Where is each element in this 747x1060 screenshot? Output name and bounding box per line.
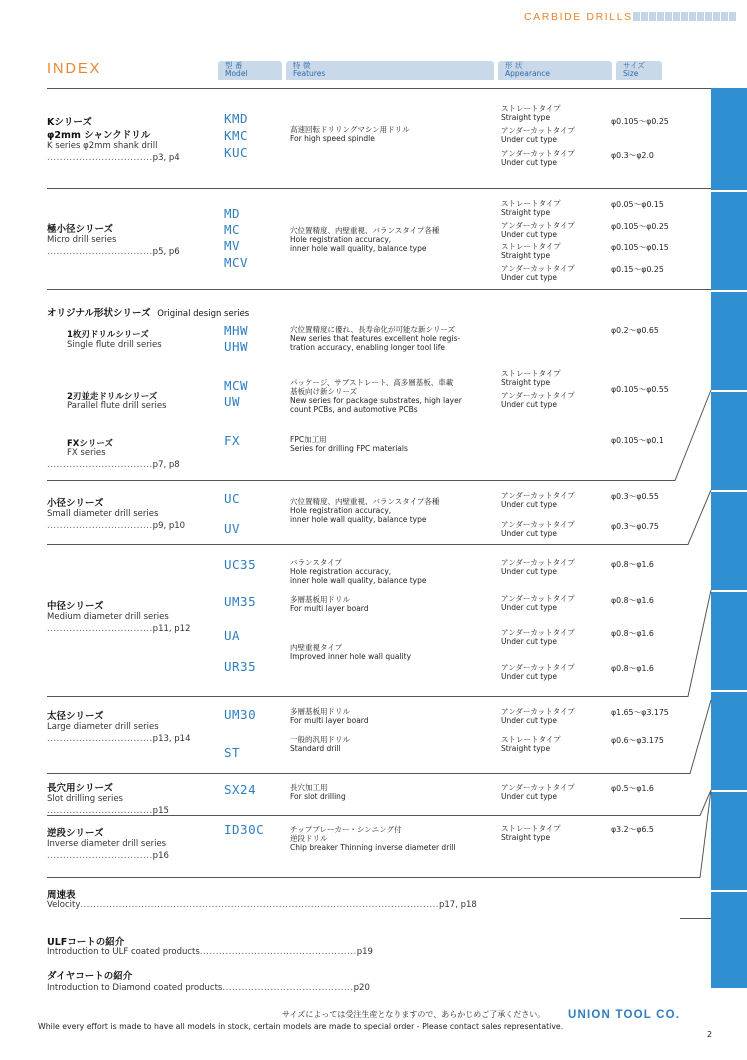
footer-note-jp: サイズによっては受注生産となりますので、あらかじめご了承ください。 — [282, 1010, 546, 1019]
parallel-flute-title: 2刃並走ドリルシリーズ — [67, 392, 158, 402]
footer-note-en: While every effort is made to have all models in stock, certain models are made to special order - Please contact sales representative. — [38, 1022, 564, 1031]
k-size-1: φ0.105～φ0.25 — [611, 117, 669, 126]
large-app-2: ストレートタイプ Straight type — [501, 735, 561, 753]
slot-app: アンダーカットタイプ Under cut type — [501, 783, 575, 801]
original-series-pages: .................................p7, p8 — [47, 460, 180, 470]
medium-series-pages: .................................p11, p12 — [47, 624, 191, 634]
large-size-2: φ0.6～φ3.175 — [611, 736, 664, 745]
model-kuc: KUC — [224, 145, 249, 160]
small-series-en: Small diameter drill series — [47, 509, 159, 519]
model-uc: UC — [224, 491, 241, 506]
small-app-2: アンダーカットタイプ Under cut type — [501, 520, 575, 538]
slot-feature: 長穴加工用 For slot drilling — [290, 783, 346, 801]
model-kmd: KMD — [224, 111, 249, 126]
company-logo: UNION TOOL CO. — [568, 1009, 681, 1021]
slot-size: φ0.5～φ1.6 — [611, 784, 654, 793]
large-series-en: Large diameter drill series — [47, 722, 159, 732]
inverse-series-title: 逆段シリーズ — [47, 828, 104, 839]
column-header-appearance: 形 状 Appearance — [498, 61, 612, 80]
k-feature: 高速回転ドリリングマシン用ドリル For high speed spindle — [290, 125, 410, 143]
model-mv: MV — [224, 238, 241, 253]
single-flute-size: φ0.2～φ0.65 — [611, 326, 659, 335]
k-series-title: Kシリーズ — [47, 117, 92, 128]
k-series-subtitle: φ2mm シャンクドリル — [47, 130, 151, 141]
medium-series-title: 中径シリーズ — [47, 601, 104, 612]
parallel-app-2: アンダーカットタイプ Under cut type — [501, 391, 575, 409]
large-feature-1: 多層基板用ドリル For multi layer board — [290, 707, 369, 725]
slot-series-en: Slot drilling series — [47, 794, 123, 804]
medium-size-2: φ0.8～φ1.6 — [611, 596, 654, 605]
velocity-entry: Velocity................................................................................................................p17, p18 — [47, 900, 477, 910]
micro-size-1: φ0.05～φ0.15 — [611, 200, 664, 209]
small-size-1: φ0.3～φ0.55 — [611, 492, 659, 501]
single-flute-en: Single flute drill series — [67, 340, 162, 350]
model-uv: UV — [224, 521, 241, 536]
micro-size-2: φ0.105～φ0.25 — [611, 222, 669, 231]
medium-app-4: アンダーカットタイプ Under cut type — [501, 663, 575, 681]
index-title: INDEX — [47, 61, 102, 77]
large-series-pages: .................................p13, p14 — [47, 734, 191, 744]
model-mcw: MCW — [224, 378, 249, 393]
model-mcv: MCV — [224, 255, 249, 270]
single-flute-feature: 穴位置精度に優れ、長寿命化が可能な新シリーズ New series that features excellent hole regis- tration accuracy, enabling longer tool life — [290, 325, 461, 352]
micro-feature: 穴位置精度、内壁重視、バランスタイプ各種 Hole registration accuracy, inner hole wall quality, balance type — [290, 226, 440, 253]
inverse-series-en: Inverse diameter drill series — [47, 839, 167, 849]
medium-size-3: φ0.8～φ1.6 — [611, 629, 654, 638]
column-header-size: サイズ Size — [616, 61, 662, 80]
micro-series-pages: .................................p5, p6 — [47, 247, 180, 257]
large-feature-2: 一般的汎用ドリル Standard drill — [290, 735, 350, 753]
micro-app-3: ストレートタイプ Straight type — [501, 242, 561, 260]
inverse-size: φ3.2～φ6.5 — [611, 825, 654, 834]
small-feature: 穴位置精度、内壁重視、バランスタイプ各種 Hole registration accuracy, inner hole wall quality, balance type — [290, 497, 440, 524]
micro-series-title: 極小径シリーズ — [47, 224, 114, 235]
medium-feature-1: バランスタイプ Hole registration accuracy, inner hole wall quality, balance type — [290, 558, 427, 585]
micro-series-en: Micro drill series — [47, 235, 117, 245]
parallel-flute-en: Parallel flute drill series — [67, 401, 167, 411]
column-header-features: 特 徴 Features — [286, 61, 494, 80]
medium-app-2: アンダーカットタイプ Under cut type — [501, 594, 575, 612]
inverse-feature: チップブレーカー・シンニング付 逆段ドリル Chip breaker Thinning inverse diameter drill — [290, 825, 456, 852]
model-st: ST — [224, 745, 241, 760]
slot-series-pages: .................................p15 — [47, 806, 169, 816]
model-uw: UW — [224, 394, 241, 409]
small-series-pages: .................................p9, p10 — [47, 521, 186, 531]
micro-size-3: φ0.105～φ0.15 — [611, 243, 669, 252]
micro-app-2: アンダーカットタイプ Under cut type — [501, 221, 575, 239]
fx-series-title: FXシリーズ — [67, 439, 113, 449]
page-number: 2 — [707, 1030, 713, 1039]
ulf-title: ULFコートの紹介 — [47, 937, 125, 948]
large-app-1: アンダーカットタイプ Under cut type — [501, 707, 575, 725]
small-app-1: アンダーカットタイプ Under cut type — [501, 491, 575, 509]
original-series-title: オリジナル形状シリーズ Original design series — [47, 308, 250, 319]
micro-app-1: ストレートタイプ Straight type — [501, 199, 561, 217]
model-um35: UM35 — [224, 594, 257, 609]
large-series-title: 太径シリーズ — [47, 711, 104, 722]
small-series-title: 小径シリーズ — [47, 498, 104, 509]
k-size-2: φ0.3～φ2.0 — [611, 151, 654, 160]
model-um30: UM30 — [224, 707, 257, 722]
large-size-1: φ1.65～φ3.175 — [611, 708, 669, 717]
k-series-en: K series φ2mm shank drill — [47, 141, 158, 151]
model-md: MD — [224, 206, 241, 221]
medium-size-1: φ0.8～φ1.6 — [611, 560, 654, 569]
model-id30c: ID30C — [224, 822, 265, 837]
small-size-2: φ0.3～φ0.75 — [611, 522, 659, 531]
medium-app-1: アンダーカットタイプ Under cut type — [501, 558, 575, 576]
fx-feature: FPC加工用 Series for drilling FPC materials — [290, 435, 408, 453]
medium-size-4: φ0.8～φ1.6 — [611, 664, 654, 673]
brand-title: CARBIDE DRILLS — [524, 11, 633, 23]
ulf-entry: Introduction to ULF coated products.................................................p19 — [47, 947, 373, 957]
medium-app-3: アンダーカットタイプ Under cut type — [501, 628, 575, 646]
model-uhw: UHW — [224, 339, 249, 354]
model-fx: FX — [224, 433, 241, 448]
medium-series-en: Medium diameter drill series — [47, 612, 169, 622]
model-kmc: KMC — [224, 128, 249, 143]
medium-feature-3: 内壁重視タイプ Improved inner hole wall quality — [290, 643, 412, 661]
single-flute-title: 1枚刃ドリルシリーズ — [67, 330, 149, 340]
model-uc35: UC35 — [224, 557, 257, 572]
column-header-model: 型 番 Model — [218, 61, 282, 80]
model-sx24: SX24 — [224, 782, 257, 797]
inverse-series-pages: .................................p16 — [47, 851, 169, 861]
velocity-title: 周速表 — [47, 890, 76, 901]
k-app-3: アンダーカットタイプ Under cut type — [501, 149, 575, 167]
model-mhw: MHW — [224, 323, 249, 338]
k-app-1: ストレートタイプ Straight type — [501, 104, 561, 122]
diamond-title: ダイヤコートの紹介 — [47, 971, 133, 982]
slot-series-title: 長穴用シリーズ — [47, 783, 114, 794]
model-ur35: UR35 — [224, 659, 257, 674]
inverse-app: ストレートタイプ Straight type — [501, 824, 561, 842]
fx-size: φ0.105～φ0.1 — [611, 436, 664, 445]
k-series-pages: .................................p3, p4 — [47, 153, 180, 163]
micro-app-4: アンダーカットタイプ Under cut type — [501, 264, 575, 282]
parallel-flute-size: φ0.105～φ0.55 — [611, 385, 669, 394]
micro-size-4: φ0.15～φ0.25 — [611, 265, 664, 274]
diamond-entry: Introduction to Diamond coated products.........................................p20 — [47, 983, 370, 993]
model-mc: MC — [224, 222, 241, 237]
medium-feature-2: 多層基板用ドリル For multi layer board — [290, 595, 369, 613]
parallel-flute-feature: パッケージ、サブストレート、高多層基板、車載 基板向け新シリーズ New series for package substrates, high layer count PCBs, and automotive PCBs — [290, 378, 462, 414]
parallel-app-1: ストレートタイプ Straight type — [501, 369, 561, 387]
model-ua: UA — [224, 628, 241, 643]
fx-series-en: FX series — [67, 448, 106, 458]
k-app-2: アンダーカットタイプ Under cut type — [501, 126, 575, 144]
